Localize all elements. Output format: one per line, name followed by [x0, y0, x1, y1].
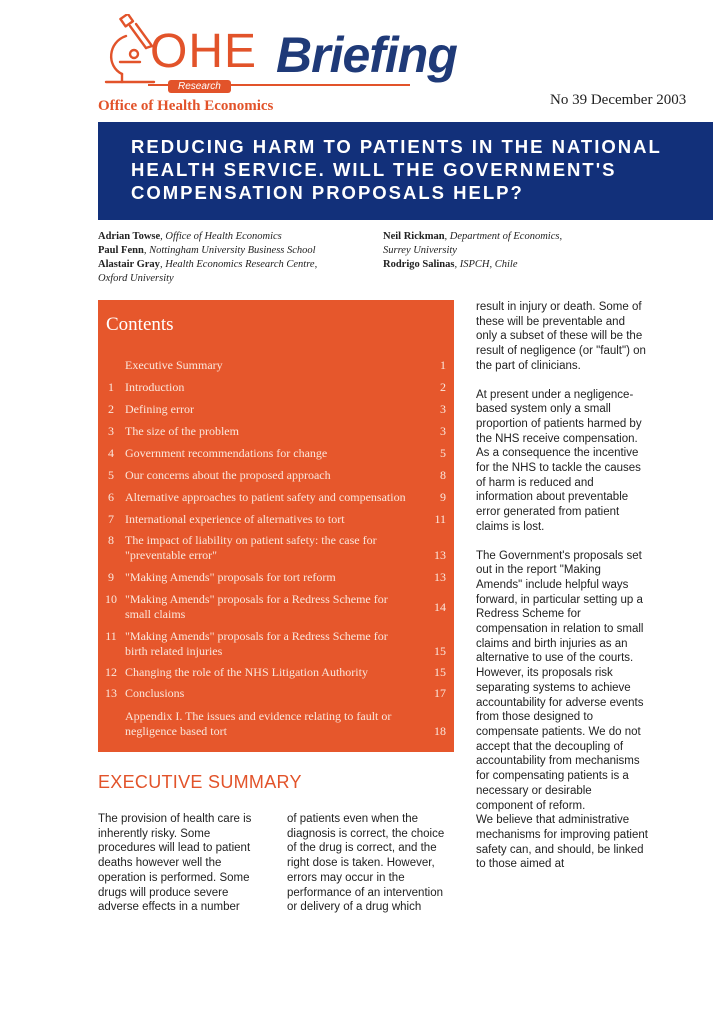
- toc-page: 15: [434, 665, 446, 679]
- logo-research-badge: Research: [168, 80, 231, 93]
- author-line: Neil Rickman, Department of Economics,: [383, 231, 563, 242]
- toc-label: Conclusions: [125, 686, 185, 700]
- toc-label: International experience of alternatives to tort: [125, 512, 345, 526]
- author-line: Oxford University: [98, 273, 174, 284]
- paragraph: At present under a negligence-based system only a small proportion of patients harmed by the NHS receive compensation. As a consequence the incentive for the NHS to tackle the causes of harm is reduced and information about preventable error generated from patient claims is lost.: [476, 388, 642, 533]
- toc-page: 9: [440, 490, 446, 504]
- toc-label: Introduction: [125, 380, 185, 394]
- paragraph: of patients even when the diagnosis is correct, the choice of the drug is correct, and the right dose is taken. However, errors may occur in the performance of an intervention or delivery of a drug which: [287, 813, 445, 914]
- author-line: Alastair Gray, Health Economics Research Centre,: [98, 259, 318, 270]
- toc-label: The impact of liability on patient safety: the case for "preventable error": [125, 533, 377, 562]
- right-column: [476, 300, 648, 886]
- toc-page: 11: [434, 512, 446, 526]
- toc-page: 14: [434, 600, 446, 614]
- author-line: Surrey University: [383, 245, 457, 256]
- toc-page: 3: [440, 402, 446, 416]
- toc-label: "Making Amends" proposals for a Redress Scheme for birth related injuries: [125, 629, 388, 658]
- title-line: COMPENSATION PROPOSALS HELP?: [131, 182, 524, 203]
- author-line: Rodrigo Salinas, ISPCH, Chile: [383, 259, 518, 270]
- paragraph: The Government's proposals set out in the report "Making Amends" include helpful ways forward, in particular setting up a Redress Scheme for compensation in relation to small claims and birth injuries as an alternative to use of the courts. However, its proposals risk separating systems to achieve accountability for adverse events from those designed to compensate patients. We do not accept that the decoupling of accountability from mechanisms for compensating patients is a necessary or desirable component of reform.: [476, 549, 644, 812]
- author-line: Adrian Towse, Office of Health Economics: [98, 231, 282, 242]
- paragraph: The provision of health care is inherently risky. Some procedures will lead to patient deaths however well the operation is performed. Some drugs will produce severe adverse effects in a number: [98, 813, 252, 914]
- title-line: HEALTH SERVICE. WILL THE GOVERNMENT'S: [131, 159, 617, 180]
- executive-summary-heading: EXECUTIVE SUMMARY: [98, 772, 302, 792]
- toc-label: Changing the role of the NHS Litigation Authority: [125, 665, 368, 679]
- title-line: REDUCING HARM TO PATIENTS IN THE NATIONAL: [131, 136, 662, 157]
- toc-page: 13: [434, 570, 446, 584]
- toc-label: Executive Summary: [125, 358, 223, 372]
- toc-label: The size of the problem: [125, 424, 239, 438]
- issue-date: No 39 December 2003: [550, 92, 687, 108]
- logo-ohe-text: OHE: [150, 25, 258, 78]
- authors-right: [383, 230, 623, 272]
- toc-label: Defining error: [125, 402, 194, 416]
- contents-title: Contents: [106, 314, 174, 335]
- toc-label: "Making Amends" proposals for tort reform: [125, 570, 336, 584]
- toc-label: Appendix I. The issues and evidence relating to fault or negligence based tort: [125, 709, 392, 738]
- author-line: Paul Fenn, Nottingham University Business School: [98, 245, 316, 256]
- authors-left: [98, 230, 368, 286]
- paragraph: result in injury or death. Some of these will be preventable and only a subset of these will be the result of negligence (or "fault") on the part of clinicians.: [476, 301, 646, 372]
- toc-page: 17: [434, 686, 446, 700]
- toc-label: Our concerns about the proposed approach: [125, 468, 331, 482]
- organization-name: Office of Health Economics: [98, 98, 274, 114]
- contents-box: Contents Executive Summary 1 1 Introduction 2 2 Defining error 3 3 The size of the problem 3 4 Government recommendations for change 5 5 Our concerns about the proposed approach 8 6 Alternative approaches to patient safety and compensation 9 7 International experience of alternatives to tort 11 8 The impact of liability on patient safety: the case for "preventable error" 13 9 "Making Amends" proposals for tort reform 13 10 "Making Amends" proposals for a Redress Scheme for small claims 14 11 "Making Amends" proposals for a Redress Scheme for birth related injuries 15 12 Changing the role of the NHS Litigation Authority 15 13 Conclusions 17 Appendix I. The issues and evidence relating to fault or negligence based tort 18: [98, 300, 454, 752]
- toc-page: 18: [434, 724, 446, 738]
- toc-page: 5: [440, 446, 446, 460]
- title-banner: [98, 122, 713, 220]
- summary-column-1: [98, 812, 270, 929]
- toc-page: 8: [440, 468, 446, 482]
- logo-briefing-text: Briefing: [276, 27, 457, 83]
- toc-label: Government recommendations for change: [125, 446, 328, 460]
- toc-page: 2: [440, 380, 446, 394]
- toc-label: Alternative approaches to patient safety and compensation: [125, 490, 406, 504]
- toc-page: 3: [440, 424, 446, 438]
- paragraph: We believe that administrative mechanisms for improving patient safety can, and should, be linked to those aimed at: [476, 814, 648, 871]
- toc-page: 15: [434, 644, 446, 658]
- toc-page: 13: [434, 548, 446, 562]
- toc-label: "Making Amends" proposals for a Redress Scheme for small claims: [125, 592, 388, 621]
- summary-column-2: [287, 812, 453, 929]
- toc-page: 1: [440, 358, 446, 372]
